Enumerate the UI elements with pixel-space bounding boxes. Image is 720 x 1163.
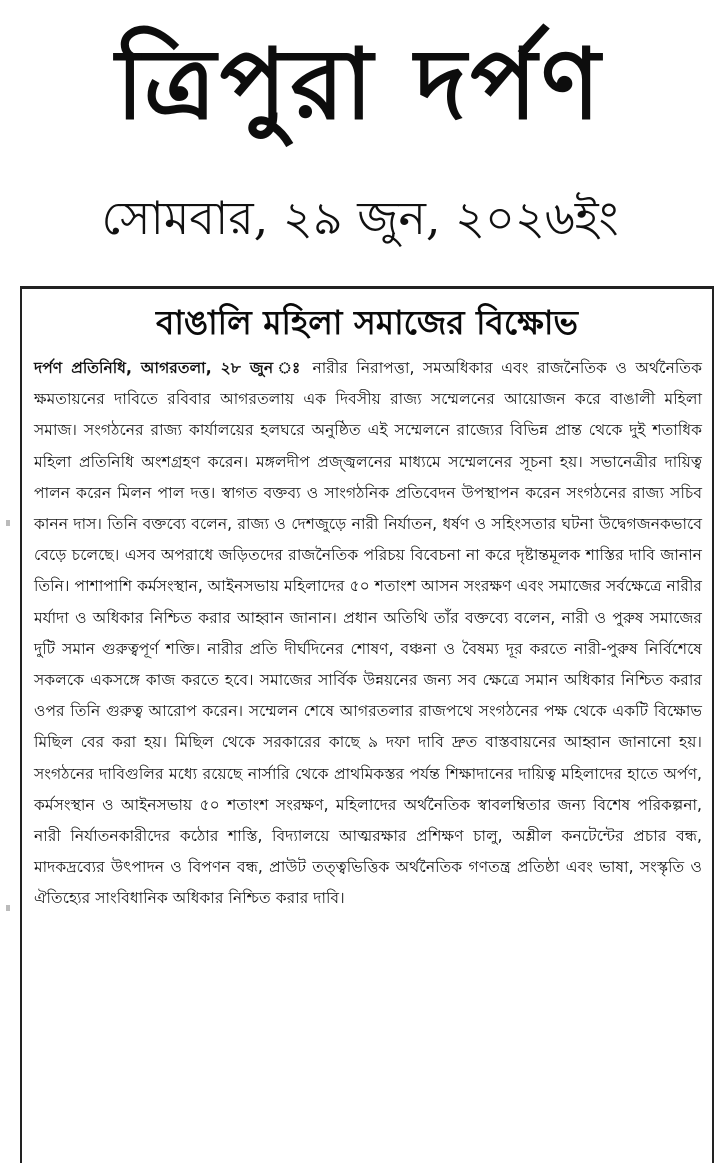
edge-mark: [6, 520, 10, 526]
newspaper-title: ত্রিপুরা দর্পণ: [115, 27, 605, 142]
article: [20, 286, 714, 1163]
article-headline: বাঙালি মহিলা সমাজের বিক্ষোভ: [155, 303, 579, 342]
masthead: [0, 0, 720, 285]
article-body: [34, 353, 702, 915]
edge-mark: [6, 905, 10, 911]
issue-date: সোমবার, ২৯ জুন, ২০২৬ইং: [101, 191, 619, 245]
article-text: নারীর নিরাপত্তা, সমঅধিকার এবং রাজনৈতিক ও অর্থনৈতিক ক্ষমতায়নের দাবিতে রবিবার আগরতলায় এক দিবসীয় রাজ্য সম্মেলনের আয়োজন করে বাঙালী মহিলা সমাজ। সংগঠনের রাজ্য কার্যালয়ের হলঘরে অনুষ্ঠিত এই সম্মেলনে রাজ্যের বিভিন্ন প্রান্ত থেকে দুই শতাধিক মহিলা প্রতিনিধি অংশগ্রহণ করেন। মঙ্গলদীপ প্রজ্জ্বলনের মাধ্যমে সম্মেলনের সূচনা হয়। সভানেত্রীর দায়িত্ব পালন করেন মিলন পাল দত্ত। স্বাগত বক্তব্য ও সাংগঠনিক প্রতিবেদন উপস্থাপন করেন সংগঠনের রাজ্য সচিব কানন দাস। তিনি বক্তব্যে বলেন, রাজ্য ও দেশজুড়ে নারী নির্যাতন, ধর্ষণ ও সহিংসতার ঘটনা উদ্বেগজনকভাবে বেড়ে চলেছে। এসব অপরাধে জড়িতদের রাজনৈতিক পরিচয় বিবেচনা না করে দৃষ্টান্তমূলক শাস্তির দাবি জানান তিনি। পাশাপাশি কর্মসংস্থান, আইনসভায় মহিলাদের ৫০ শতাংশ আসন সংরক্ষণ এবং সমাজের সর্বক্ষেত্রে নারীর মর্যাদা ও অধিকার নিশ্চিত করার আহ্বান জানান। প্রধান অতিথি তাঁর বক্তব্যে বলেন, নারী ও পুরুষ সমাজের দুটি সমান গুরুত্বপূর্ণ শক্তি। নারীর প্রতি দীর্ঘদিনের শোষণ, বঞ্চনা ও বৈষম্য দূর করতে নারী-পুরুষ নির্বিশেষে সকলকে একসঙ্গে কাজ করতে হবে। সমাজের সার্বিক উন্নয়নের জন্য সব ক্ষেত্রে সমান অধিকার নিশ্চিত করার ওপর তিনি গুরুত্ব আরোপ করেন। সম্মেলন শেষে আগরতলার রাজপথে সংগঠনের পক্ষ থেকে একটি বিক্ষোভ মিছিল বের করা হয়। মিছিল থেকে সরকারের কাছে ৯ দফা দাবি দ্রুত বাস্তবায়নের আহ্বান জানানো হয়। সংগঠনের দাবিগুলির মধ্যে রয়েছে নার্সারি থেকে প্রাথমিকস্তর পর্যন্ত শিক্ষাদানের দায়িত্ব মহিলাদের হাতে অর্পণ, কর্মসংস্থান ও আইনসভায় ৫০ শতাংশ সংরক্ষণ, মহিলাদের অর্থনৈতিক স্বাবলম্বিতার জন্য বিশেষ পরিকল্পনা, নারী নির্যাতনকারীদের কঠোর শাস্তি, বিদ্যালয়ে আত্মরক্ষার প্রশিক্ষণ চালু, অশ্লীল কনটেন্টের প্রচার বন্ধ, মাদকদ্রব্যের উৎপাদন ও বিপণন বন্ধ, প্রাউট তত্ত্বভিত্তিক অর্থনৈতিক গণতন্ত্র প্রতিষ্ঠা এবং ভাষা, সংস্কৃতি ও ঐতিহ্যের সাংবিধানিক অধিকার নিশ্চিত করার দাবি।: [34, 359, 702, 908]
article-dateline: দর্পণ প্রতিনিধি, আগরতলা, ২৮ জুন ঃ: [34, 359, 304, 377]
